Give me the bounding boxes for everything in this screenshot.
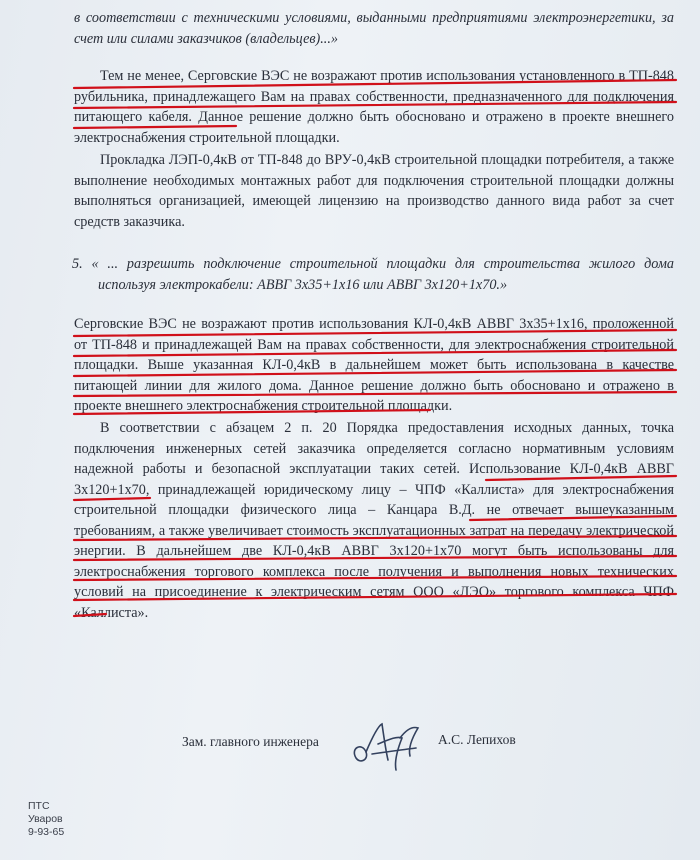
footer-dept: ПТС (28, 800, 50, 812)
paragraph-kl-avvg-approval: Серговские ВЭС не возражают против использования КЛ-0,4кВ АВВГ 3х35+1х16, проложенной от ТП-848 и принадлежащей Вам на правах собственности, для электроснабжения строительной площадки. Выше указанная КЛ-0,4кВ в дальнейшем может быть использована в качестве питающей линии для жилого дома. Данное решение должно быть обосновано и отражено в проекте внешнего электроснабжения строительной площадки. (74, 316, 674, 414)
signature-block (182, 726, 602, 766)
handwritten-signature-icon (342, 708, 432, 778)
signatory-name: А.С. Лепихов (438, 732, 516, 747)
paragraph-quote-end: в соответствии с техническими условиями, выданными предприятиями электроэнергетики, за счет или силами заказчиков (владельцев)...» (74, 10, 674, 47)
footer-author: Уваров (28, 813, 63, 825)
footer-contact (28, 800, 64, 839)
paragraph-connection-point: В соответствии с абзацем 2 п. 20 Порядка предоставления исходных данных, точка подключения инженерных сетей заказчика определяется согласно нормативным условиям надежной работы и безопасной эксплуатации таких сетей. Использование КЛ-0,4кВ АВВГ 3х120+1х70, принадлежащей юридическому лицу – ЧПФ «Каллиста» для электроснабжения строительной площадки физического лица – Канцара В.Д. не отвечает вышеуказанным требованиям, а также увеличивает стоимость эксплуатационных затрат на передачу электрической энергии. В дальнейшем две КЛ-0,4кВ АВВГ 3х120+1х70 могут быть использованы для электроснабжения торгового комплекса после получения и выполнения новых технических условий на присоединение к электрическим сетям ООО «ЛЭО» торгового комплекса ЧПФ «Каллиста». (74, 420, 674, 621)
paragraph-item-5-request: 5. « ... разрешить подключение строительной площадки для строительства жилого дома используя электрокабели: АВВГ 3х35+1х16 или АВВГ 3х120+1х70.» (72, 256, 674, 293)
paragraph-cable-laying: Прокладка ЛЭП-0,4кВ от ТП-848 до ВРУ-0,4кВ строительной площадки потребителя, а также выполнение необходимых монтажных работ для подключения строительной площадки должны выполняться организацией, имеющей лицензию на производство данного вида работ за счет средств заказчика. (74, 152, 674, 230)
signature-title: Зам. главного инженера (182, 734, 319, 749)
paragraph-tp848-switch: Тем не менее, Серговские ВЭС не возражают против использования установленного в ТП-848 рубильника, принадлежащего Вам на правах собственности, предназначенного для подключения питающего кабеля. Данное решение должно быть обосновано и отражено в проекте внешнего электроснабжения строительной площадки. (74, 68, 674, 146)
footer-phone: 9-93-65 (28, 826, 65, 838)
